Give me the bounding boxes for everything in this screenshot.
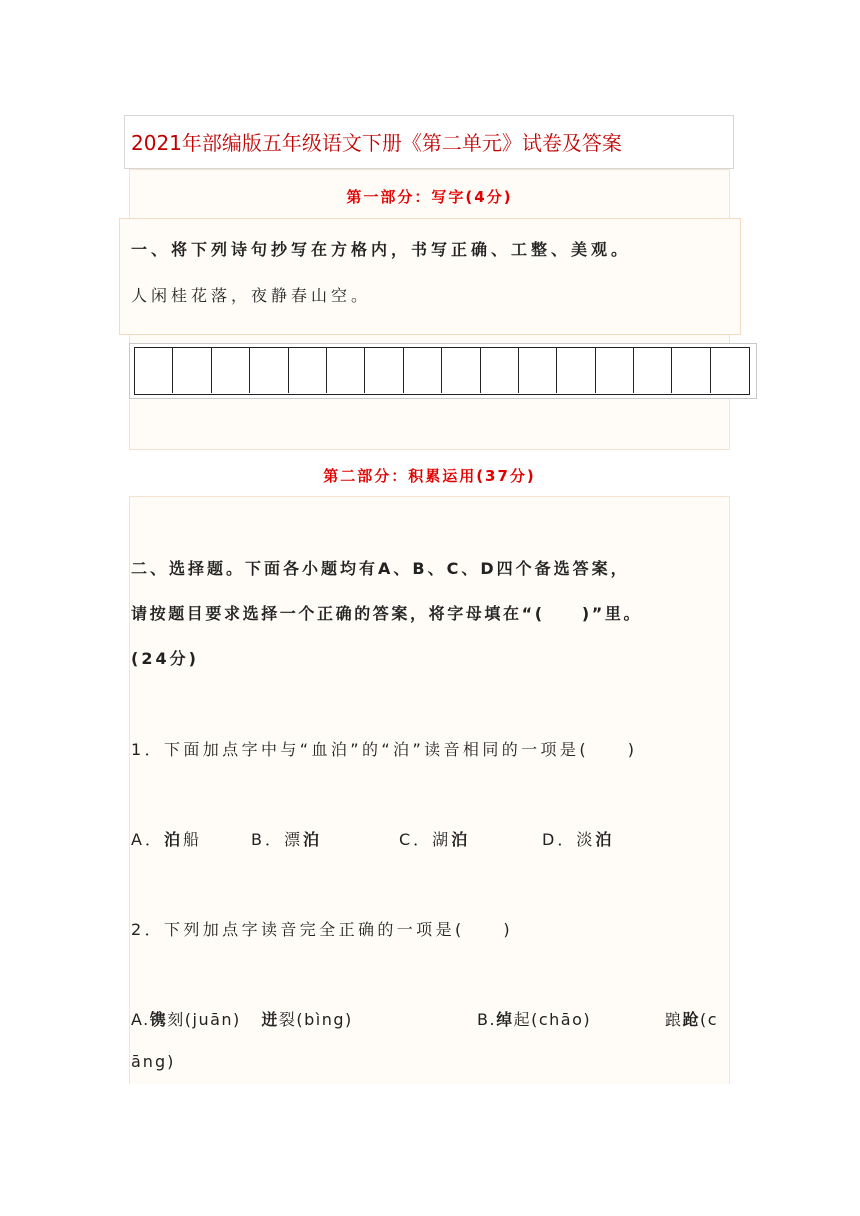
grid-cell	[404, 348, 442, 393]
grid-cell	[481, 348, 519, 393]
q2-stem: 2．下列加点字读音完全正确的一项是( )	[131, 920, 514, 939]
grid-cell	[519, 348, 557, 393]
grid-cell	[557, 348, 595, 393]
grid-cell	[250, 348, 288, 393]
grid-cell	[442, 348, 480, 393]
grid-cell	[173, 348, 211, 393]
document-title: 2021年部编版五年级语文下册《第二单元》试卷及答案	[131, 131, 622, 155]
q1-option-a: A．泊船	[131, 830, 202, 849]
q2-option-b-second: 踉跄(c	[665, 1010, 719, 1029]
q1-option-b: B．漂泊	[251, 830, 322, 849]
part2-panel	[129, 496, 730, 1084]
grid-cell	[672, 348, 710, 393]
writing-grid	[134, 347, 750, 395]
q2-option-wrap: āng)	[131, 1052, 176, 1071]
poem-text: 人闲桂花落，夜静春山空。	[131, 286, 372, 305]
grid-cell	[634, 348, 672, 393]
q1-stem: 1．下面加点字中与“血泊”的“泊”读音相同的一项是( )	[131, 740, 638, 759]
q2-option-a: A.镌刻(juān) 迸裂(bìng)	[131, 1010, 353, 1029]
q1-option-c: C．湖泊	[399, 830, 471, 849]
part1-heading: 第一部分：写字(4分)	[346, 188, 513, 206]
part2-heading: 第二部分：积累运用(37分)	[323, 467, 536, 485]
grid-cell	[289, 348, 327, 393]
question1-box	[119, 218, 741, 335]
question1-text: 一、将下列诗句抄写在方格内，书写正确、工整、美观。	[131, 240, 632, 259]
instruction-line-1: 二、选择题。下面各小题均有A、B、C、D四个备选答案，	[131, 559, 630, 578]
grid-cell	[596, 348, 634, 393]
grid-cell	[212, 348, 250, 393]
grid-cell	[327, 348, 365, 393]
instruction-line-3: (24分)	[131, 649, 199, 668]
q2-option-b: B.绰起(chāo)	[477, 1010, 592, 1029]
grid-cell	[365, 348, 403, 393]
instruction-line-2: 请按题目要求选择一个正确的答案，将字母填在“( )”里。	[131, 604, 643, 623]
grid-cell	[135, 348, 173, 393]
grid-cell	[711, 348, 749, 393]
q1-option-d: D．淡泊	[542, 830, 615, 849]
